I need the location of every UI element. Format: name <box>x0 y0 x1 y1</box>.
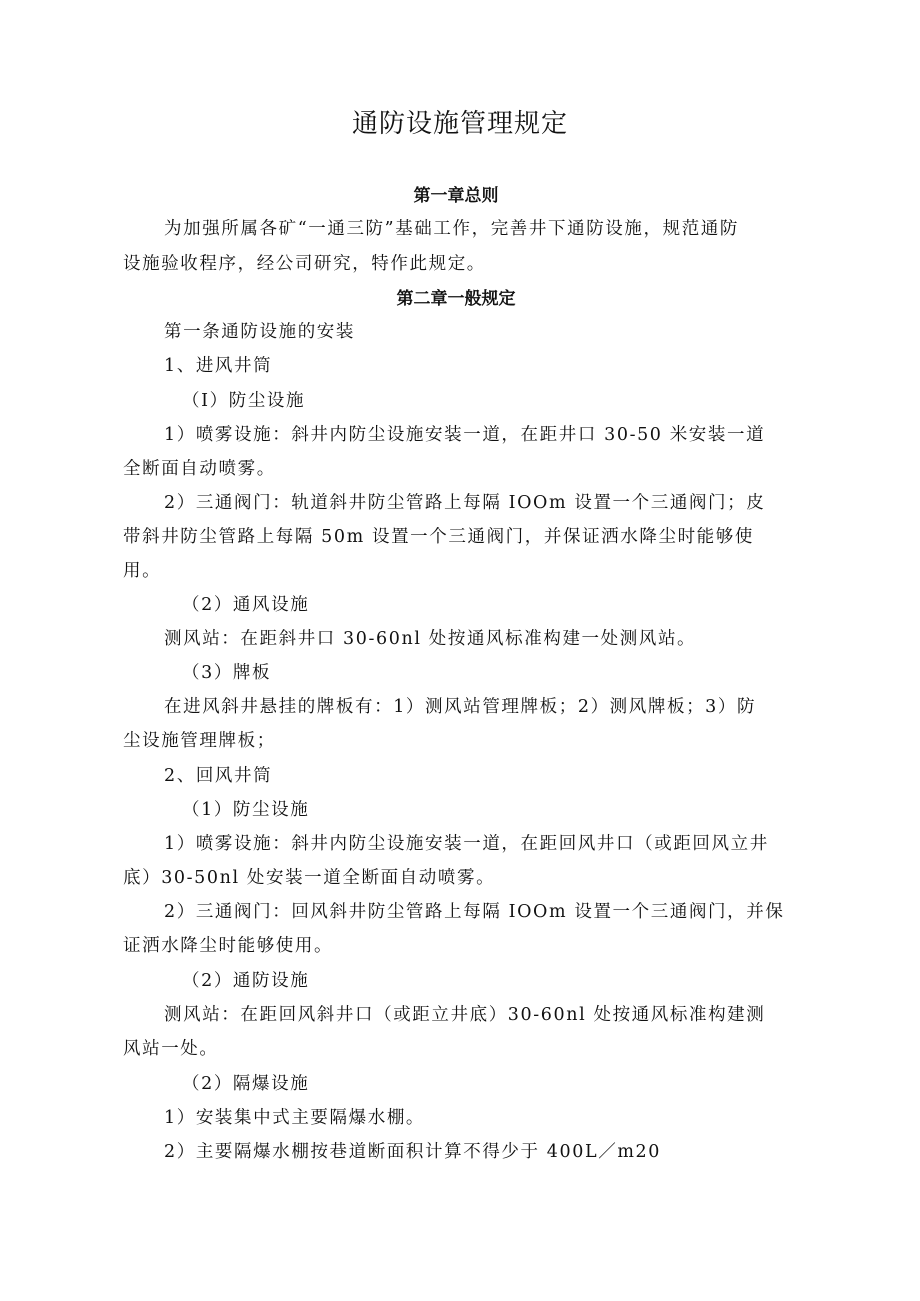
return-valve-line-2: 证洒水降尘时能够使用。 <box>123 936 334 956</box>
inlet-signs-line-2: 尘设施管理牌板； <box>123 731 276 751</box>
inlet-shaft-heading: 1、进风井筒 <box>164 356 273 376</box>
chapter-1-paragraph-line-2: 设施验收程序，经公司研究，特作此规定。 <box>123 254 486 274</box>
inlet-spray-line-1: 1）喷雾设施：斜井内防尘设施安装一道，在距井口 30-50 米安装一道 <box>164 425 766 445</box>
inlet-spray-line-2: 全断面自动喷雾。 <box>123 459 276 479</box>
inlet-valve-line-3: 用。 <box>123 561 162 581</box>
explosion-item-1: 1）安装集中式主要隔爆水棚。 <box>164 1108 426 1128</box>
return-vent-heading: （2）通防设施 <box>182 971 310 991</box>
return-explosion-heading: （2）隔爆设施 <box>182 1074 310 1094</box>
return-spray-line-2: 底）30-50nl 处安装一道全断面自动喷雾。 <box>123 868 496 888</box>
return-valve-line-1: 2）三通阀门：回风斜井防尘管路上每隔 IOOm 设置一个三通阀门，并保 <box>164 902 785 922</box>
return-shaft-heading: 2、回风井筒 <box>164 766 273 786</box>
return-spray-line-1: 1）喷雾设施：斜井内防尘设施安装一道，在距回风井口（或距回风立井 <box>164 834 769 854</box>
inlet-station-line: 测风站：在距斜井口 30-60nl 处按通风标准构建一处测风站。 <box>164 629 697 649</box>
chapter-1-paragraph-line-1: 为加强所属各矿“一通三防”基础工作，完善井下通防设施，规范通防 <box>164 219 739 239</box>
explosion-item-2: 2）主要隔爆水棚按巷道断面积计算不得少于 400L／m20 <box>164 1142 661 1162</box>
chapter-1-heading: 第一章总则 <box>413 186 499 206</box>
chapter-2-heading: 第二章一般规定 <box>396 289 516 309</box>
inlet-signs-line-1: 在进风斜井悬挂的牌板有：1）测风站管理牌板；2）测风牌板；3）防 <box>164 697 757 717</box>
article-1-heading: 第一条通防设施的安装 <box>164 322 355 342</box>
return-station-line-2: 风站一处。 <box>123 1039 219 1059</box>
inlet-valve-line-1: 2）三通阀门：轨道斜井防尘管路上每隔 IOOm 设置一个三通阀门；皮 <box>164 493 766 513</box>
inlet-vent-heading: （2）通风设施 <box>182 595 310 615</box>
return-station-line-1: 测风站：在距回风斜井口（或距立井底）30-60nl 处按通风标准构建测 <box>164 1005 766 1025</box>
document-title: 通防设施管理规定 <box>351 109 568 139</box>
inlet-valve-line-2: 带斜井防尘管路上每隔 50m 设置一个三通阀门，并保证洒水降尘时能够使 <box>123 527 754 547</box>
inlet-dust-heading: （I）防尘设施 <box>182 391 306 411</box>
inlet-sign-heading: （3）牌板 <box>182 663 272 683</box>
return-dust-heading: （1）防尘设施 <box>182 800 310 820</box>
